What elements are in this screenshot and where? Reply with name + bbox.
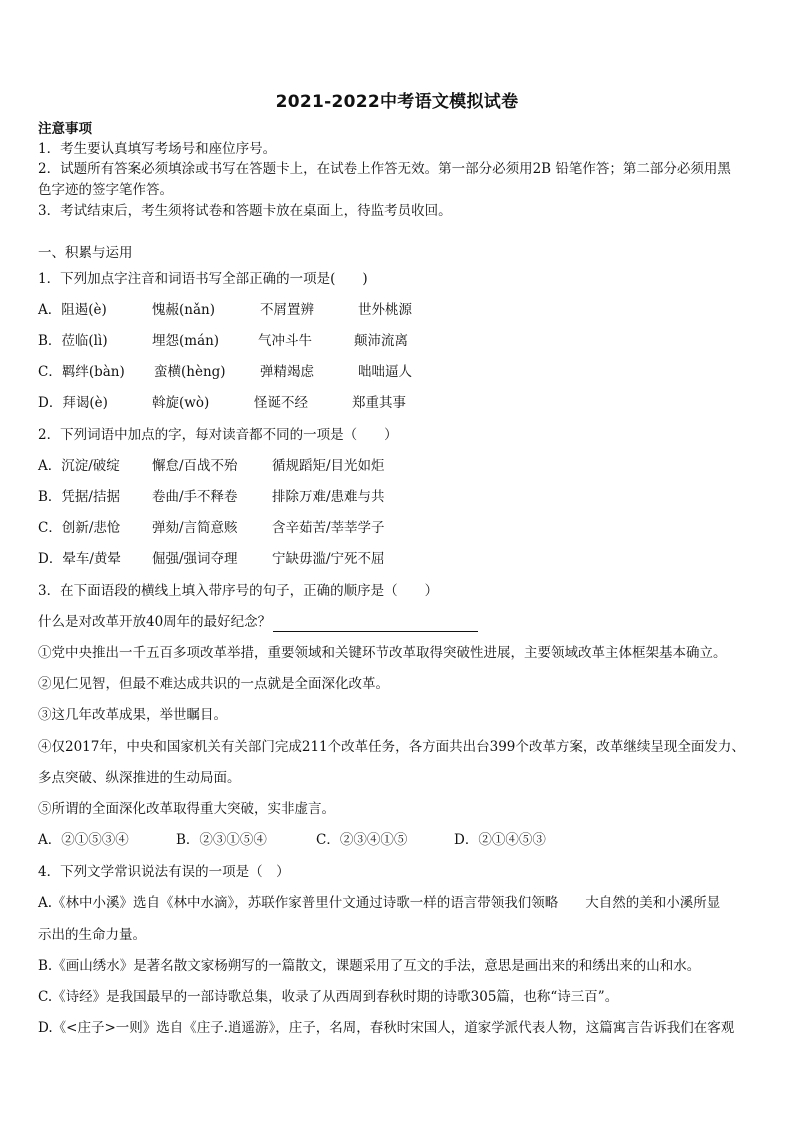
q3-stem: 3．在下面语段的横线上填入带序号的句子，正确的顺序是（ ） — [38, 583, 439, 599]
q2-stem: 2．下列词语中加点的字，每对读音都不同的一项是（ ） — [38, 427, 398, 443]
option-word: 郑重其事 — [352, 395, 406, 411]
option-b: B．②③①⑤④ — [176, 832, 267, 848]
option-word: 循规蹈矩/目光如炬 — [272, 458, 385, 474]
answer-blank — [273, 617, 478, 632]
q1-stem: 1．下列加点字注音和词语书写全部正确的一项是( ) — [38, 271, 368, 287]
option-word: 弹精竭虑 — [260, 364, 314, 380]
q3-sentence: ⑤所谓的全面深化改革取得重大突破，实非虚言。 — [38, 801, 335, 817]
q4-stem: 4．下列文学常识说法有误的一项是（ ） — [38, 864, 290, 880]
option-c: C．②③④①⑤ — [316, 832, 408, 848]
option-word: 斡旋(wò) — [152, 395, 210, 411]
q4-option-line: A.《林中小溪》选自《林中水滴》，苏联作家普里什文通过诗歌一样的语言带领我们领略 大自然的美和小溪所显 — [38, 895, 721, 911]
option-label: C．羁绊(bàn) — [38, 364, 125, 380]
option-word: 懈怠/百战不殆 — [152, 458, 238, 474]
notice-heading: 注意事项 — [38, 121, 92, 137]
option-word: 气冲斗牛 — [258, 333, 312, 349]
q2-option-c — [38, 518, 758, 538]
option-label: B．莅临(lì) — [38, 333, 108, 349]
option-label: B．凭据/拮据 — [38, 489, 120, 505]
page-title: 2021-2022中考语文模拟试卷 — [275, 92, 519, 112]
option-word: 倔强/强词夺理 — [152, 551, 238, 567]
option-word: 咄咄逼人 — [358, 364, 412, 380]
q3-sentence: ④仅2017年，中央和国家机关有关部门完成211个改革任务，各方面共出台399个改革方案，改革继续呈现全面发力、 — [38, 739, 745, 755]
option-label: A．阻遏(è) — [38, 302, 107, 318]
q2-option-b — [38, 487, 758, 507]
option-word: 世外桃源 — [358, 302, 412, 318]
option-word: 愧赧(nǎn) — [152, 302, 215, 318]
notice-item: 1．考生要认真填写考场号和座位序号。 — [38, 141, 277, 157]
q4-option-line: 示出的生命力量。 — [38, 927, 146, 943]
q2-option-d — [38, 549, 758, 569]
q3-options — [38, 830, 758, 850]
notice-item: 2．试题所有答案必须填涂或书写在答题卡上，在试卷上作答无效。第一部分必须用2B 铅笔作答；第二部分必须用黑 — [38, 161, 731, 177]
option-a: A．②①⑤③④ — [38, 832, 129, 848]
q3-prompt-text: 什么是对改革开放40周年的最好纪念？ — [38, 614, 272, 630]
option-label: D．晕车/黄晕 — [38, 551, 121, 567]
q3-sentence: ③这几年改革成果，举世瞩目。 — [38, 707, 227, 723]
q3-sentence: 多点突破、纵深推进的生动局面。 — [38, 770, 241, 786]
option-word: 含辛茹苦/莘莘学子 — [272, 520, 385, 536]
q1-option-a — [38, 300, 758, 320]
q4-option-line: D.《<庄子>一则》选自《庄子.逍遥游》，庄子，名周，春秋时宋国人，道家学派代表人物，这篇寓言告诉我们在客观 — [38, 1020, 735, 1036]
option-word: 不屑置辨 — [260, 302, 314, 318]
notice-item: 3．考试结束后，考生须将试卷和答题卡放在桌面上，待监考员收回。 — [38, 203, 452, 219]
section-heading: 一、积累与运用 — [38, 245, 133, 261]
q1-option-c — [38, 362, 758, 382]
q3-prompt — [38, 612, 758, 632]
option-word: 怪诞不经 — [254, 395, 308, 411]
option-word: 排除万难/患难与共 — [272, 489, 385, 505]
option-label: D．拜谒(è) — [38, 395, 108, 411]
q1-option-d — [38, 393, 758, 413]
option-word: 蛮横(hèng) — [154, 364, 226, 380]
notice-item: 色字迹的签字笔作答。 — [38, 182, 173, 198]
q2-option-a — [38, 456, 758, 476]
option-word: 埋怨(mán) — [152, 333, 220, 349]
q3-sentence: ②见仁见智，但最不难达成共识的一点就是全面深化改革。 — [38, 676, 389, 692]
option-d: D．②①④⑤③ — [454, 832, 546, 848]
option-word: 颠沛流离 — [354, 333, 408, 349]
q3-sentence: ①党中央推出一千五百多项改革举措，重要领域和关键环节改革取得突破性进展，主要领域改革主体框架基本确立。 — [38, 645, 727, 661]
option-word: 弹劾/言简意赅 — [152, 520, 238, 536]
q4-option-line: B.《画山绣水》是著名散文家杨朔写的一篇散文，课题采用了互文的手法，意思是画出来的和绣出来的山和水。 — [38, 958, 701, 974]
option-label: C．创新/悲怆 — [38, 520, 121, 536]
option-word: 宁缺毋滥/宁死不屈 — [272, 551, 385, 567]
q1-option-b — [38, 331, 758, 351]
option-word: 卷曲/手不释卷 — [152, 489, 238, 505]
option-label: A．沉淀/破绽 — [38, 458, 120, 474]
q4-option-line: C.《诗经》是我国最早的一部诗歌总集，收录了从西周到春秋时期的诗歌305篇，也称“诗三百”。 — [38, 989, 619, 1005]
